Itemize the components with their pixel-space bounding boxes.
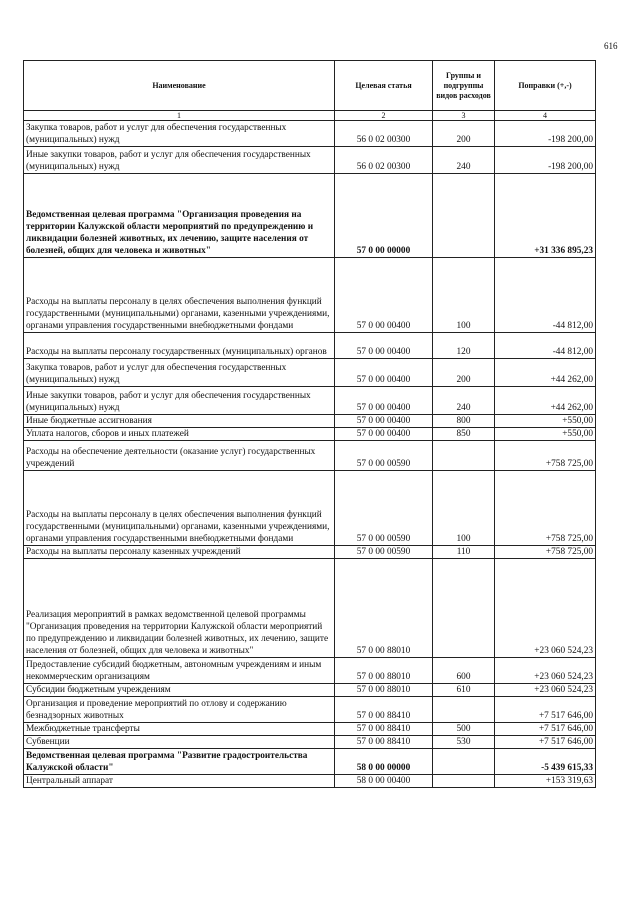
row-target-article-cell: 57 0 00 88410 [335,697,433,723]
budget-amendments-table [23,60,596,788]
row-amendment-cell: +153 319,63 [495,775,596,788]
row-name-cell: Уплата налогов, сборов и иных платежей [24,428,335,441]
page-number: 616 [604,41,618,51]
row-amendment-cell: +23 060 524,23 [495,684,596,697]
table-row [24,147,596,174]
row-amendment-cell: -198 200,00 [495,147,596,174]
table-row [24,415,596,428]
row-expense-group-cell [433,749,495,775]
table-row [24,684,596,697]
row-expense-group-cell: 100 [433,258,495,333]
header-target-article: Целевая статья [335,61,433,111]
row-expense-group-cell: 530 [433,736,495,749]
row-expense-group-cell [433,174,495,258]
row-target-article-cell: 57 0 00 00400 [335,359,433,387]
row-name-cell: Закупка товаров, работ и услуг для обеспечения государственных (муниципальных) нужд [24,121,335,147]
row-amendment-cell: +31 336 895,23 [495,174,596,258]
row-name-cell: Расходы на выплаты персоналу в целях обеспечения выполнения функций государственными (муниципальными) органами, казенными учреждениями, органами управления государственными внебюджетными фондами [24,258,335,333]
row-target-article-cell: 57 0 00 88010 [335,559,433,658]
row-target-article-cell: 57 0 00 00590 [335,546,433,559]
row-expense-group-cell: 200 [433,359,495,387]
column-number: 2 [335,111,433,121]
table-row [24,258,596,333]
row-target-article-cell: 57 0 00 00400 [335,333,433,359]
row-target-article-cell: 58 0 00 00400 [335,775,433,788]
row-name-cell: Центральный аппарат [24,775,335,788]
row-amendment-cell: +44 262,00 [495,387,596,415]
row-expense-group-cell: 110 [433,546,495,559]
table-row [24,546,596,559]
row-expense-group-cell [433,441,495,471]
row-target-article-cell: 58 0 00 00000 [335,749,433,775]
row-target-article-cell: 57 0 00 00400 [335,387,433,415]
table-row [24,471,596,546]
row-target-article-cell: 57 0 00 88410 [335,736,433,749]
row-name-cell: Расходы на выплаты персоналу государственных (муниципальных) органов [24,333,335,359]
row-target-article-cell: 57 0 00 00400 [335,415,433,428]
table-row [24,333,596,359]
row-name-cell: Межбюджетные трансферты [24,723,335,736]
row-expense-group-cell: 800 [433,415,495,428]
row-name-cell: Организация и проведение мероприятий по отлову и содержанию безнадзорных животных [24,697,335,723]
row-amendment-cell: +23 060 524,23 [495,658,596,684]
row-amendment-cell: +44 262,00 [495,359,596,387]
row-expense-group-cell: 120 [433,333,495,359]
row-name-cell: Субсидии бюджетным учреждениям [24,684,335,697]
row-amendment-cell: -5 439 615,33 [495,749,596,775]
row-amendment-cell: +7 517 646,00 [495,723,596,736]
row-name-cell: Расходы на выплаты персоналу в целях обеспечения выполнения функций государственными (муниципальными) органами, казенными учреждениями, органами управления государственными внебюджетными фондами [24,471,335,546]
row-target-article-cell: 57 0 00 88010 [335,684,433,697]
row-expense-group-cell [433,559,495,658]
column-number: 3 [433,111,495,121]
row-amendment-cell: +550,00 [495,428,596,441]
row-amendment-cell: +758 725,00 [495,546,596,559]
row-target-article-cell: 57 0 00 00590 [335,441,433,471]
table-row [24,697,596,723]
table-row [24,441,596,471]
row-amendment-cell: +550,00 [495,415,596,428]
header-expense-groups: Группы и подгруппы видов расходов [433,61,495,111]
row-expense-group-cell: 600 [433,658,495,684]
row-expense-group-cell: 610 [433,684,495,697]
row-expense-group-cell: 240 [433,387,495,415]
row-name-cell: Закупка товаров, работ и услуг для обеспечения государственных (муниципальных) нужд [24,359,335,387]
row-expense-group-cell: 500 [433,723,495,736]
row-expense-group-cell: 240 [433,147,495,174]
table-row [24,723,596,736]
table-row [24,775,596,788]
column-number-row [24,111,596,121]
row-target-article-cell: 57 0 00 88010 [335,658,433,684]
row-target-article-cell: 56 0 02 00300 [335,121,433,147]
row-amendment-cell: -44 812,00 [495,258,596,333]
row-amendment-cell: +7 517 646,00 [495,736,596,749]
column-number: 1 [24,111,335,121]
table-row [24,559,596,658]
table-row [24,121,596,147]
row-expense-group-cell: 850 [433,428,495,441]
row-name-cell: Ведомственная целевая программа "Развитие градостроительства Калужской области" [24,749,335,775]
table-row [24,736,596,749]
row-name-cell: Расходы на выплаты персоналу казенных учреждений [24,546,335,559]
row-name-cell: Иные бюджетные ассигнования [24,415,335,428]
row-amendment-cell: -198 200,00 [495,121,596,147]
row-amendment-cell: -44 812,00 [495,333,596,359]
row-name-cell: Реализация мероприятий в рамках ведомственной целевой программы "Организация проведения на территории Калужской области мероприятий по предупреждению и ликвидации болезней животных, их лечению, защите населения от болезней, общих для человека и животных" [24,559,335,658]
row-expense-group-cell [433,697,495,723]
row-target-article-cell: 57 0 00 00400 [335,428,433,441]
row-expense-group-cell [433,775,495,788]
row-expense-group-cell: 100 [433,471,495,546]
table-row [24,359,596,387]
row-target-article-cell: 57 0 00 00400 [335,258,433,333]
header-amendments: Поправки (+,-) [495,61,596,111]
table-row [24,428,596,441]
row-amendment-cell: +758 725,00 [495,441,596,471]
row-name-cell: Субвенции [24,736,335,749]
row-target-article-cell: 57 0 00 88410 [335,723,433,736]
table-row [24,658,596,684]
row-name-cell: Расходы на обеспечение деятельности (оказание услуг) государственных учреждений [24,441,335,471]
row-name-cell: Предоставление субсидий бюджетным, автономным учреждениям и иным некоммерческим организациям [24,658,335,684]
row-expense-group-cell: 200 [433,121,495,147]
column-number: 4 [495,111,596,121]
row-target-article-cell: 57 0 00 00000 [335,174,433,258]
row-amendment-cell: +758 725,00 [495,471,596,546]
row-name-cell: Иные закупки товаров, работ и услуг для обеспечения государственных (муниципальных) нужд [24,147,335,174]
row-target-article-cell: 56 0 02 00300 [335,147,433,174]
header-name: Наименование [24,61,335,111]
row-name-cell: Иные закупки товаров, работ и услуг для обеспечения государственных (муниципальных) нужд [24,387,335,415]
table-row [24,387,596,415]
table-row [24,174,596,258]
table-row [24,749,596,775]
table-header-row [24,61,596,111]
row-name-cell: Ведомственная целевая программа "Организация проведения на территории Калужской области мероприятий по предупреждению и ликвидации болезней животных, их лечению, защите населения от болезней, общих для человека и животных" [24,174,335,258]
row-target-article-cell: 57 0 00 00590 [335,471,433,546]
row-amendment-cell: +23 060 524,23 [495,559,596,658]
row-amendment-cell: +7 517 646,00 [495,697,596,723]
